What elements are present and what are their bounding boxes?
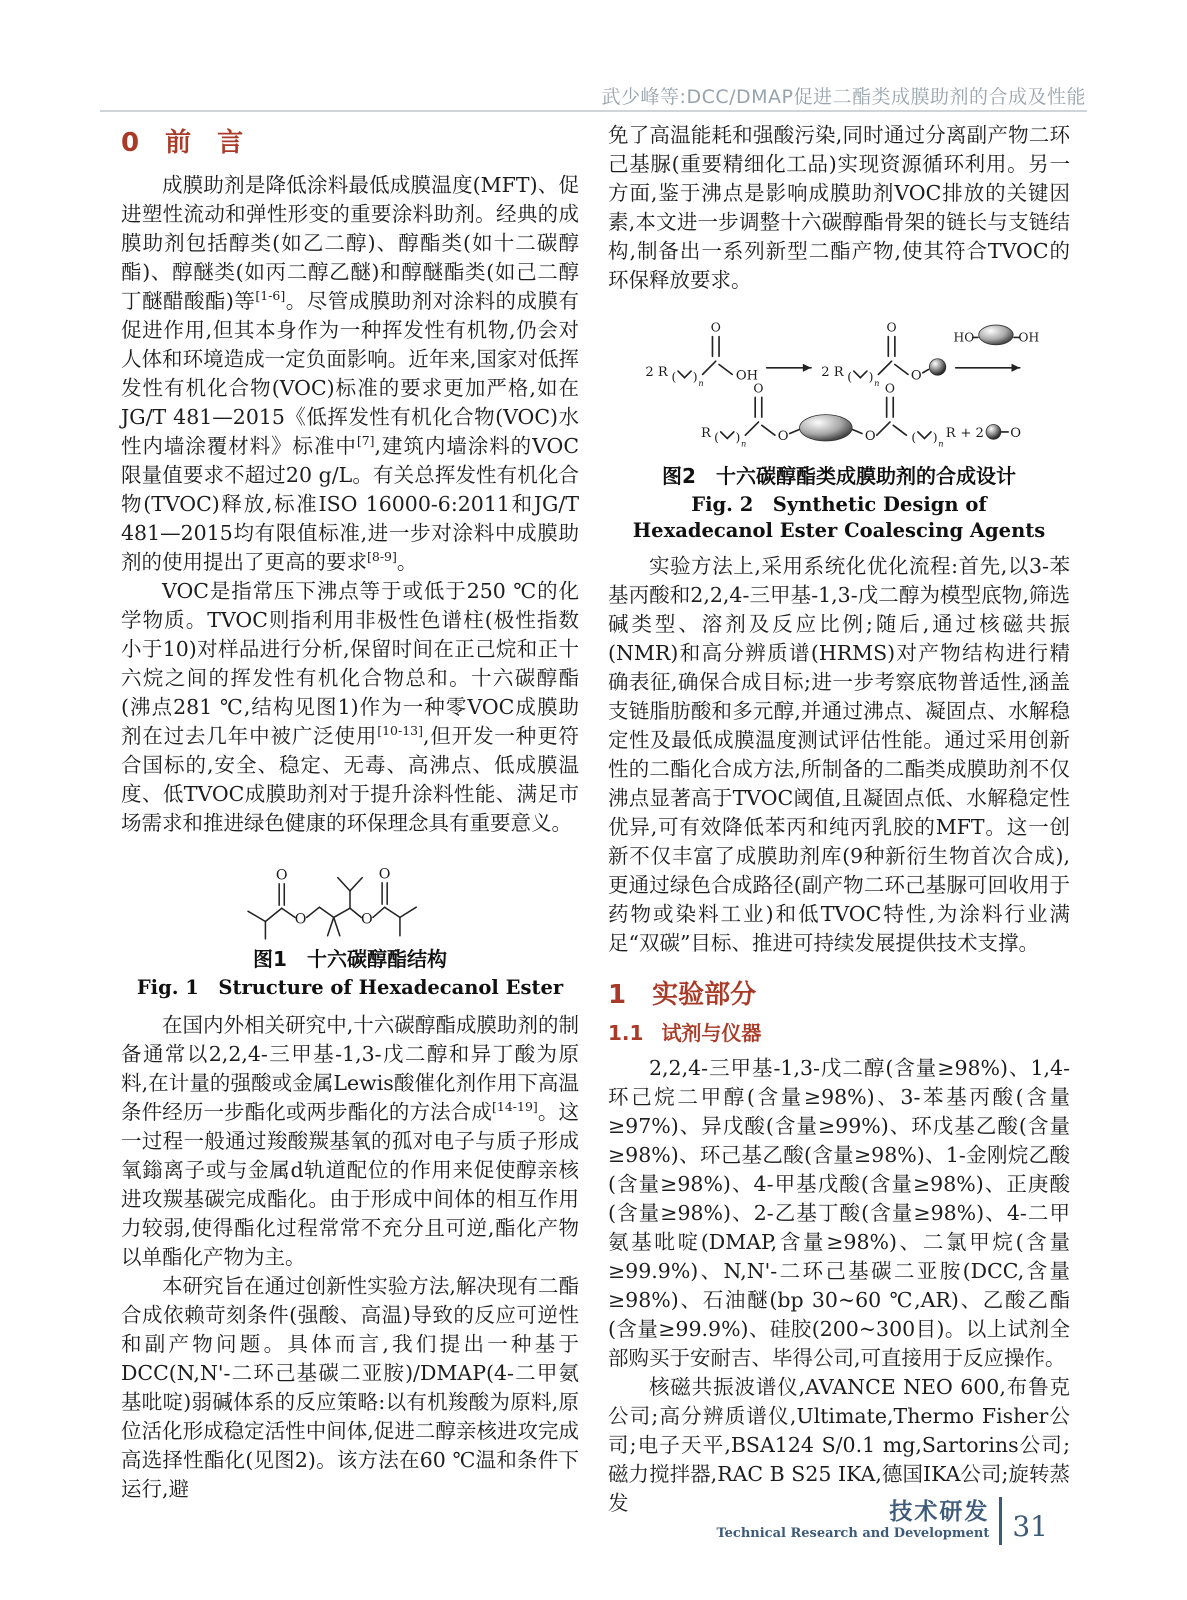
activating-group-sphere <box>929 359 945 375</box>
section-1-heading <box>608 974 1070 1011</box>
paragraph-intro-1: 成膜助剂是降低涂料最低成膜温度(MFT)、促进塑性流动和弹性形变的重要涂料助剂。经典的成膜助剂包括醇类(如乙二醇)、醇酯类(如十二碳醇酯)、醇醚类(如丙二醇乙醚)和醇醚酯类(如己二醇丁醚醋酸酯)等[1-6]。尽管成膜助剂对涂料的成膜有促进作用,但其本身作为一种挥发性有机物,仍会对人体和环境造成一定负面影响。近年来,国家对低挥发性有机化合物(VOC)标准的要求更加严格,如在JG/T 481—2015《低挥发性有机化合物(VOC)水性内墙涂覆材料》标准中[7],建筑内墙涂料的VOC限量值要求不超过20 g/L。有关总挥发性有机化合物(TVOC)释放,标准ISO 16000-6:2011和JG/T 481—2015均有限值标准,进一步对涂料中成膜助剂的使用提出了更高的要求[8-9]。 <box>121 173 580 574</box>
subsection-number: 1.1 <box>608 1021 644 1045</box>
paren: ) <box>692 369 698 384</box>
r-group-label: R <box>945 425 956 441</box>
section-1-1-heading <box>608 1017 1070 1046</box>
page-footer <box>716 1497 1048 1545</box>
byproduct-oxygen-label: O <box>1010 425 1022 441</box>
carbonyl-oxygen-label: O <box>275 867 288 884</box>
diol-ellipsoid <box>800 415 853 441</box>
figure2-caption-en: Fig. 2 Synthetic Design of Hexadecanol Ester Coalescing Agents <box>632 493 1046 542</box>
figure2-reaction-scheme <box>616 307 1062 459</box>
paren: ( <box>714 430 719 445</box>
subscript-n: n <box>938 438 944 449</box>
subscript-n: n <box>874 377 880 388</box>
coefficient-label: 2 R <box>645 365 668 381</box>
paren: ( <box>847 369 853 384</box>
plus-coefficient-label: + 2 <box>960 425 984 441</box>
footer-section-labels <box>716 1499 989 1543</box>
footer-section-en: Technical Research and Development <box>716 1526 990 1541</box>
figure1-caption-zh: 图1 十六碳醇酯结构 <box>253 947 447 971</box>
ester-oxygen-label: O <box>360 911 373 928</box>
figure2-caption-zh: 图2 十六碳醇酯类成膜助剂的合成设计 <box>662 464 1016 488</box>
ester-oxygen-label: O <box>294 911 307 928</box>
page-number: 31 <box>1012 1509 1048 1543</box>
paren: ) <box>868 369 874 384</box>
carbonyl-oxygen-label: O <box>886 320 897 335</box>
hydroxyl-label: HO <box>953 330 975 345</box>
paragraph-strategy: 本研究旨在通过创新性实验方法,解决现有二酯合成依赖苛刻条件(强酸、高温)导致的反应可逆性和副产物问题。具体而言,我们提出一种基于DCC(N,N'-二环己基碳二亚胺)/DMAP(4-二甲氨基吡啶)弱碱体系的反应策略:以有机羧酸为原料,原位活化形成稳定活性中间体,促进二醇亲核进攻完成高选择性酯化(见图2)。该方法在60 ℃温和条件下运行,避 <box>121 1274 579 1501</box>
subscript-n: n <box>741 438 747 449</box>
ester-oxygen-label: O <box>864 429 876 445</box>
header-rule <box>100 110 1087 112</box>
coefficient-label: 2 R <box>821 365 844 381</box>
carbonyl-oxygen-label: O <box>884 381 895 396</box>
paragraph-reagents: 2,2,4-三甲基-1,3-戊二醇(含量≥98%)、1,4-环己烷二甲醇(含量≥98%)、3-苯基丙酸(含量≥97%)、异戊酸(含量≥99%)、环戊基乙酸(含量≥98%)、环己基乙酸(含量≥98%)、1-金刚烷乙酸(含量≥98%)、4-甲基戊酸(含量≥98%)、正庚酸(含量≥98%)、2-乙基丁酸(含量≥98%)、4-二甲氨基吡啶(DMAP,含量≥98%)、二氯甲烷(含量≥99.9%)、N,N'-二环己基碳二亚胺(DCC,含量≥98%)、石油醚(bp 30~60 ℃,AR)、乙酸乙酯(含量≥99.9%)、硅胶(200~300目)。以上试剂全部购买于安耐吉、毕得公司,可直接用于反应操作。 <box>608 1056 1070 1370</box>
section-title: 前 言 <box>165 128 244 158</box>
r-group-label: R <box>700 425 711 441</box>
figure-2 <box>608 307 1070 544</box>
paren: ) <box>932 430 938 445</box>
paragraph-background: 在国内外相关研究中,十六碳醇酯成膜助剂的制备通常以2,2,4-三甲基-1,3-戊二醇和异丁酸为原料,在计量的强酸或金属Lewis酸催化剂作用下高温条件经历一步酯化或两步酯化的方法合成[14-19]。这一过程一般通过羧酸羰基氧的孤对电子与质子形成氧鎓离子或与金属d轨道配位的作用来促使醇亲核进攻羰基碳完成酯化。由于形成中间体的相互作用力较弱,使得酯化过程常常不充分且可逆,酯化产物以单酯化产物为主。 <box>121 1013 580 1269</box>
left-column <box>121 120 579 1504</box>
hydroxyl-label: OH <box>1018 330 1040 345</box>
carbonyl-oxygen-label: O <box>378 866 391 883</box>
carbonyl-oxygen-label: O <box>710 320 721 335</box>
ester-oxygen-label: O <box>777 429 789 445</box>
running-head: 武少峰等:DCC/DMAP促进二酯类成膜助剂的合成及性能 <box>601 86 1086 108</box>
byproduct-sphere <box>986 424 1001 439</box>
subsection-title: 试剂与仪器 <box>661 1021 762 1045</box>
hydroxyl-label: OH <box>735 368 759 384</box>
section-number: 1 <box>608 980 627 1010</box>
subscript-n: n <box>698 377 704 388</box>
ester-oxygen-label: O <box>910 368 922 384</box>
carbonyl-oxygen-label: O <box>753 381 764 396</box>
paragraph-instruments: 核磁共振波谱仪,AVANCE NEO 600,布鲁克公司;高分辨质谱仪,Ultimate,Thermo Fisher公司;电子天平,BSA124 S/0.1 mg,Sartorins公司;磁力搅拌器,RAC B S25 IKA,德国IKA公司;旋转蒸发 <box>608 1375 1070 1515</box>
paragraph-strategy-cont: 免了高温能耗和强酸污染,同时通过分离副产物二环己基脲(重要精细化工品)实现资源循环利用。另一方面,鉴于沸点是影响成膜助剂VOC排放的关键因素,本文进一步调整十六碳醇酯骨架的链长与支链结构,制备出一系列新型二酯产物,使其符合TVOC的环保释放要求。 <box>608 123 1070 292</box>
right-column <box>608 121 1070 1518</box>
paragraph-methods-overview: 实验方法上,采用系统化优化流程:首先,以3-苯基丙酸和2,2,4-三甲基-1,3-戊二醇为模型底物,筛选碱类型、溶剂及反应比例;随后,通过核磁共振(NMR)和高分辨质谱(HRMS)对产物结构进行精确表征,确保合成目标;进一步考察底物普适性,涵盖支链脂肪酸和多元醇,并通过沸点、凝固点、水解稳定性及最低成膜温度测试评估性能。通过采用创新性的二酯化合成方法,所制备的二酯类成膜助剂不仅沸点显著高于TVOC阈值,且凝固点低、水解稳定性优异,可有效降低苯丙和纯丙乳胶的MFT。这一创新不仅丰富了成膜助剂库(9种新衍生物首次合成),更通过绿色合成路径(副产物二环己基脲可回收用于药物或染料工业)和低TVOC特性,为涂料行业满足“双碳”目标、推进可持续发展提供技术支撑。 <box>608 554 1070 955</box>
figure1-caption-en: Fig. 1 Structure of Hexadecanol Ester <box>136 976 564 999</box>
paren: ( <box>671 369 677 384</box>
diol-ellipsoid <box>979 325 1014 345</box>
section-number: 0 <box>121 128 140 158</box>
figure1-chemical-structure <box>243 850 457 942</box>
footer-divider <box>999 1497 1002 1545</box>
skeletal-bonds <box>248 878 416 939</box>
paren: ) <box>735 430 741 445</box>
section-title: 实验部分 <box>652 980 757 1010</box>
paren: ( <box>911 430 917 445</box>
paragraph-intro-2: VOC是指常压下沸点等于或低于250 ℃的化学物质。TVOC则指利用非极性色谱柱(极性指数小于10)对样品进行分析,保留时间在正己烷和正十六烷之间的挥发性有机化合物总和。十六碳醇酯(沸点281 ℃,结构见图1)作为一种零VOC成膜助剂在过去几年中被广泛使用[10-13],但开发一种更符合国标的,安全、稳定、无毒、高沸点、低成膜温度、低TVOC成膜助剂对于提升涂料性能、满足市场需求和推进绿色健康的环保理念具有重要意义。 <box>121 579 579 835</box>
section-0-heading <box>121 122 579 159</box>
footer-section-zh: 技术研发 <box>889 1499 990 1525</box>
figure-1 <box>121 850 579 1001</box>
